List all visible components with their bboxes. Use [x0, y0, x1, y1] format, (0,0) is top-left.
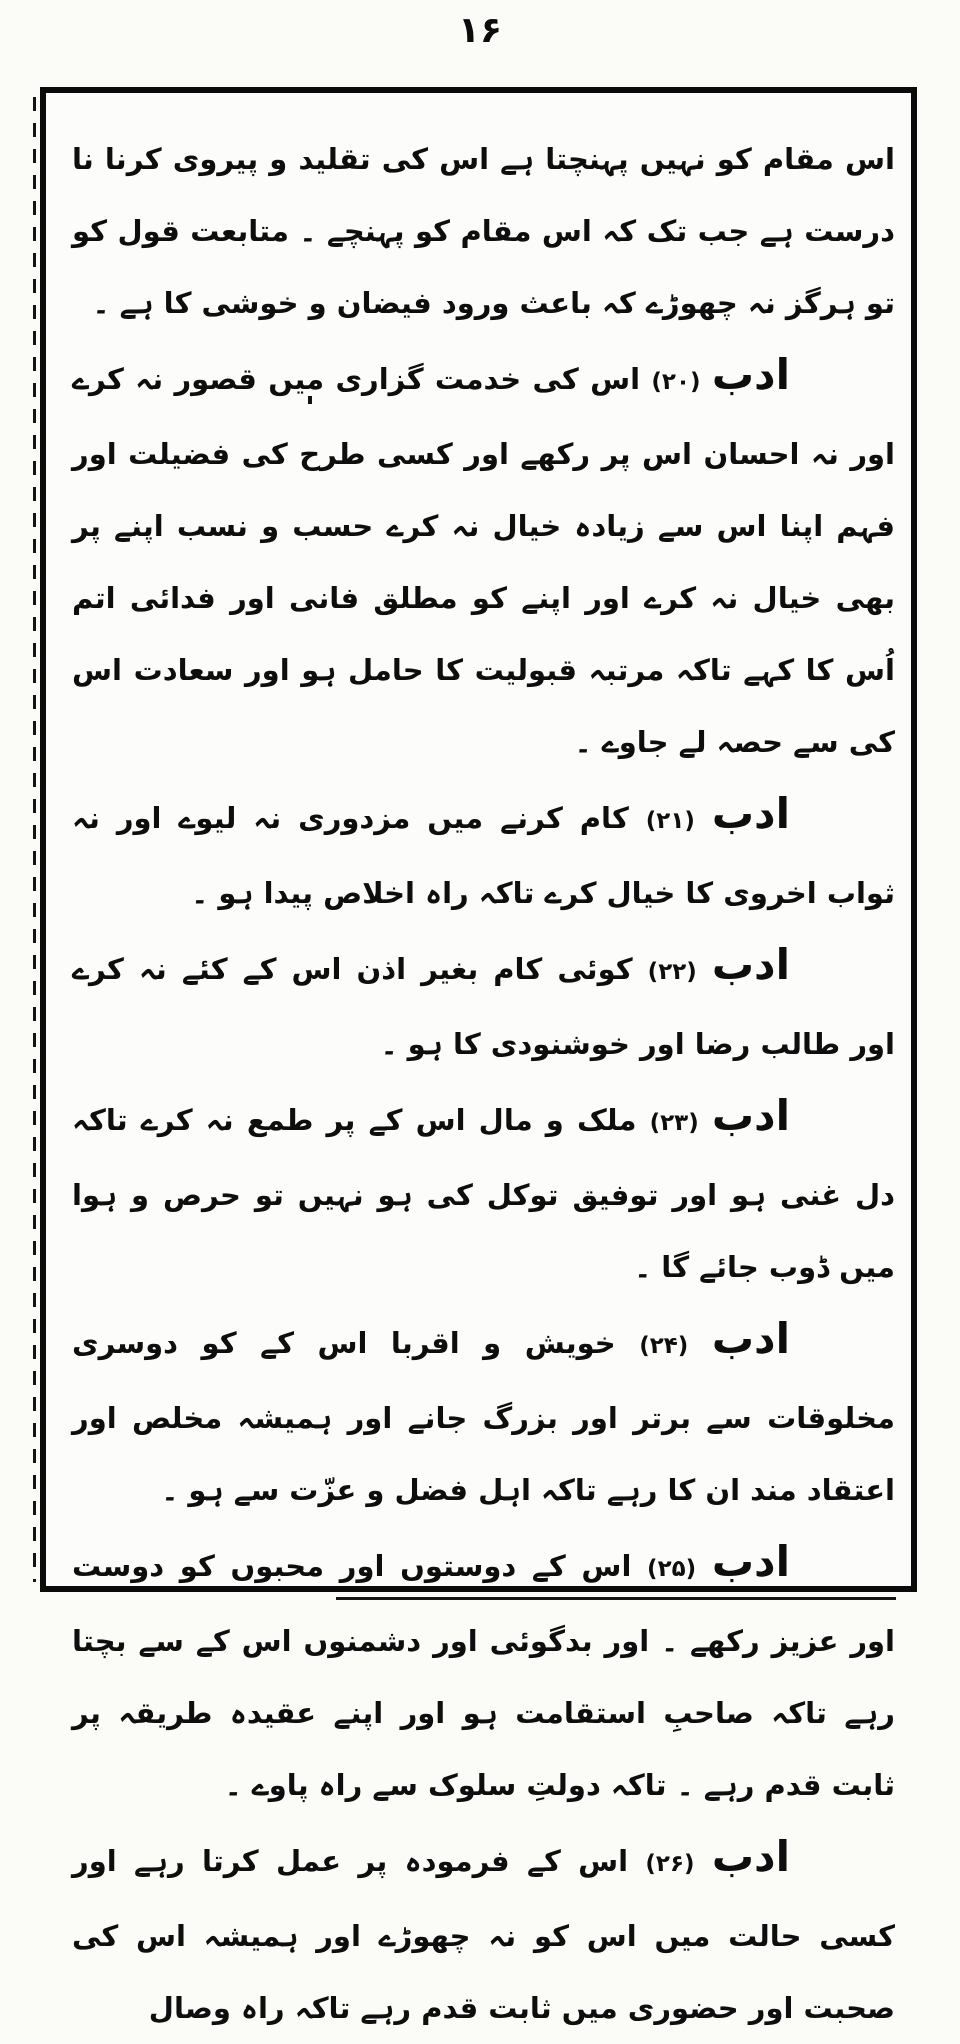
- adab-number: (۲۶): [645, 1851, 695, 1877]
- adab-number: (۲۳): [649, 1110, 699, 1136]
- adab-label: ادب: [711, 940, 790, 989]
- adab-number: (۲۴): [639, 1333, 689, 1359]
- adab-section-24: [72, 1303, 895, 1526]
- adab-text: کوئی کام بغیر اذن اس کے کئے نہ کرے اور طالب رضا اور خوشنودی کا ہو ۔: [72, 952, 895, 1061]
- text-frame: [40, 87, 917, 2025]
- scan-speck: [308, 396, 312, 404]
- adab-text: اس کے فرمودہ پر عمل کرتا رہے اور کسی حالت میں اس کو نہ چھوڑے اور ہمیشہ اس کی صحبت اور حضوری میں ثابت قدم رہے تاکہ راہ وصال: [72, 1844, 895, 2025]
- adab-label: ادب: [711, 789, 790, 838]
- adab-number: (۲۰): [651, 369, 701, 395]
- adab-section-20: [72, 339, 895, 778]
- adab-section-23: [72, 1080, 895, 1303]
- adab-label: ادب: [711, 1091, 790, 1140]
- page-number: ۱۶: [458, 10, 502, 51]
- adab-text: کام کرنے میں مزدوری نہ لیوے اور نہ ثواب اخروی کا خیال کرے تاکہ راہ اخلاص پیدا ہو ۔: [72, 801, 895, 910]
- adab-section-26: [72, 1821, 895, 2044]
- adab-section-21: [72, 778, 895, 929]
- adab-label: ادب: [711, 350, 790, 399]
- adab-number: (۲۱): [645, 808, 695, 834]
- adab-text: خویش و اقربا اس کے کو دوسری مخلوقات سے برتر اور بزرگ جانے اور ہمیشہ مخلص اور اعتقاد مند ان کا رہے تاکہ اہل فضل و عزّت سے ہو ۔: [72, 1326, 895, 1507]
- adab-text: اس کے دوستوں اور محبوں کو دوست اور عزیز رکھے ۔ اور بدگوئی اور دشمنوں اس کے سے بچتا رہے تاکہ صاحبِ استقامت ہو اور اپنے عقیدہ طریقہ پر ثابت قدم رہے ۔ تاکہ دولتِ سلوک سے راہ پاوے ۔: [72, 1549, 895, 1802]
- adab-text: ملک و مال اس کے پر طمع نہ کرے تاکہ دل غنی ہو اور توفیق توکل کی ہو نہیں تو حرص و ہوا میں ڈوب جائے گا ۔: [72, 1103, 895, 1284]
- adab-label: ادب: [711, 1832, 790, 1881]
- intro-paragraph: اس مقام کو نہیں پہنچتا ہے اس کی تقلید و پیروی کرنا نا درست ہے جب تک کہ اس مقام کو پہنچے ۔ متابعت قول کو تو ہرگز نہ چھوڑے کہ باعث ورود فیضان و خوشی کا ہے ۔: [72, 142, 895, 320]
- adab-label: ادب: [711, 1314, 790, 1363]
- adab-label: ادب: [711, 1537, 790, 1586]
- adab-text: اس کی خدمت گزاری میں قصور نہ کرے اور نہ احسان اس پر رکھے اور کسی طرح کی فضیلت اور فہم اپنا اس سے زیادہ خیال نہ کرے حسب و نسب اپنے پر بھی خیال نہ کرے اور اپنے کو مطلق فانی اور فدائی اتم اُس کا کہے تاکہ مرتبہ قبولیت کا حامل ہو اور سعادت اس کی سے حصہ لے جاوے ۔: [72, 362, 895, 759]
- adab-section-25: [72, 1526, 895, 1821]
- adab-number: (۲۲): [647, 959, 697, 985]
- adab-section-22: [72, 929, 895, 1080]
- adab-number: (۲۵): [647, 1556, 697, 1582]
